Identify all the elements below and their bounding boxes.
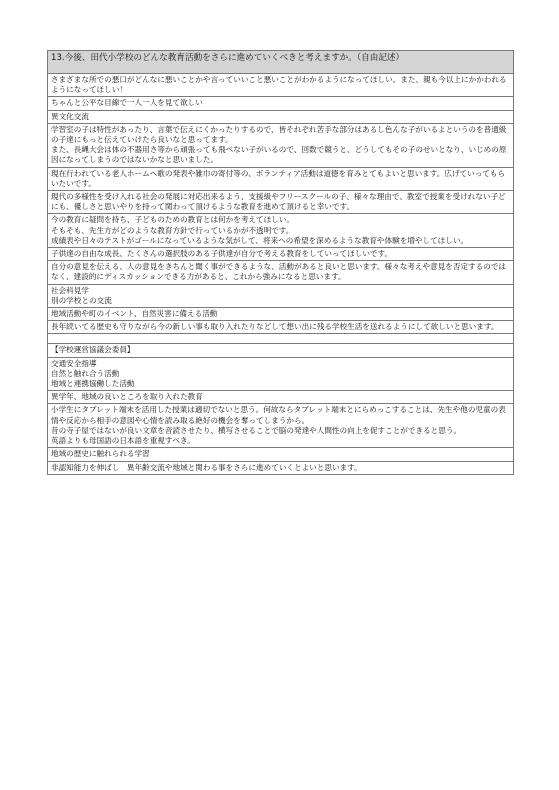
answer-row: 自分の意見を伝える、人の意見をきちんと聞く事ができるような、活動があると良いと思います。様々な考えや意見を否定するのではなく、建設的にディスカッションできる力があると、これから強みになると思います。 — [48, 261, 513, 284]
answer-row: 非認知能力を伸ばし 異年齢交流や地域と関わる事をさらに進めていくとよいと思います。 — [48, 462, 513, 475]
answer-row: 長年続いてる歴史も守りながら今の新しい事も取り入れたりなどして想い出に残る学校生活を送れるようにして欲しいと思います。 — [48, 321, 513, 334]
answer-row: さまざまな所での悪口がどんなに悪いことかや言っていいこと悪いことがわかるようになってほしい。また、親も今以上にかかわれるようになってほしい！ — [48, 74, 513, 97]
blank-row — [48, 334, 513, 344]
answer-row: 現代の多様性を受け入れる社会の発展に対応出来るよう、支援級やフリースクールの子、様々な理由で、教室で授業を受けれない子どにも、優しさと思いやりを持って関わって頂けるような教育を進めて頂けると幸いです。 — [48, 191, 513, 214]
section-header: 【学校運営協議会委員】 — [48, 344, 513, 357]
answer-row: 地域の歴史に触れられる学習 — [48, 448, 513, 461]
question-header: 13.今後、田代小学校のどんな教育活動をさらに進めていくべきと考えますか。（自由記述） — [48, 51, 513, 74]
answer-row: 社会科見学 別の学校との交流 — [48, 285, 513, 308]
answer-row: 現在行われている老人ホームへ歌の発表や雑巾の寄付等の、ボランティア活動は道徳を育みとてもよいと思います。広げていってもらいたいです。 — [48, 168, 513, 191]
answer-row: 学習室の子は特性があったり、言葉で伝えにくかったりするので、皆それぞれ苦手な部分はあるし色んな子がいるよというのを普通級の子達にもっと伝えていけたら良いなと思ってます。 また、長縄大会は体の不器用さ等から頑張っても飛べない子がいるので、回数で競うと、どうしてもその子のせいとなり、いじめの原因になってしまうのではないかなと思いました。 — [48, 124, 513, 168]
answer-row: 小学生にタブレット端末を活用した授業は適切でないと思う。何故ならタブレット端末とにらめっこすることは、先生や他の児童の表情や反応から相手の意図や心情を読み取る絶好の機会を奪ってしまうから。 昔の寺子屋ではないが良い文章を音読させたり、横写させることで脳の発達や人間性の向上を促すことができると思う。 英語よりも母国語の日本語を重視すべき。 — [48, 404, 513, 448]
answer-row: ちゃんと公平な目線で一人一人を見て欲しい — [48, 97, 513, 110]
answer-row: 今の教育に疑問を持ち、子どものための教育とは何かを考えてほしい。 そもそも、先生方がどのような教育方針で行っているかが不透明です。 成績表や日々のテストがゴールになっているような気がして、将来への希望を深めるような教育や体験を増やしてほしい。 — [48, 214, 513, 248]
answer-row: 交通安全指導 自然と触れ合う活動 地域と連携協働した活動 — [48, 358, 513, 392]
survey-table — [47, 50, 514, 475]
answer-row: 異学年、地域の良いところを取り入れた教育 — [48, 391, 513, 404]
answer-row: 地域活動や町のイベント、自然災害に備える活動 — [48, 308, 513, 321]
answer-row: 子供達の自由な成長、たくさんの選択肢のある子供達が自分で考える教育をしていってほしいです。 — [48, 248, 513, 261]
answer-row: 異文化交流 — [48, 111, 513, 124]
